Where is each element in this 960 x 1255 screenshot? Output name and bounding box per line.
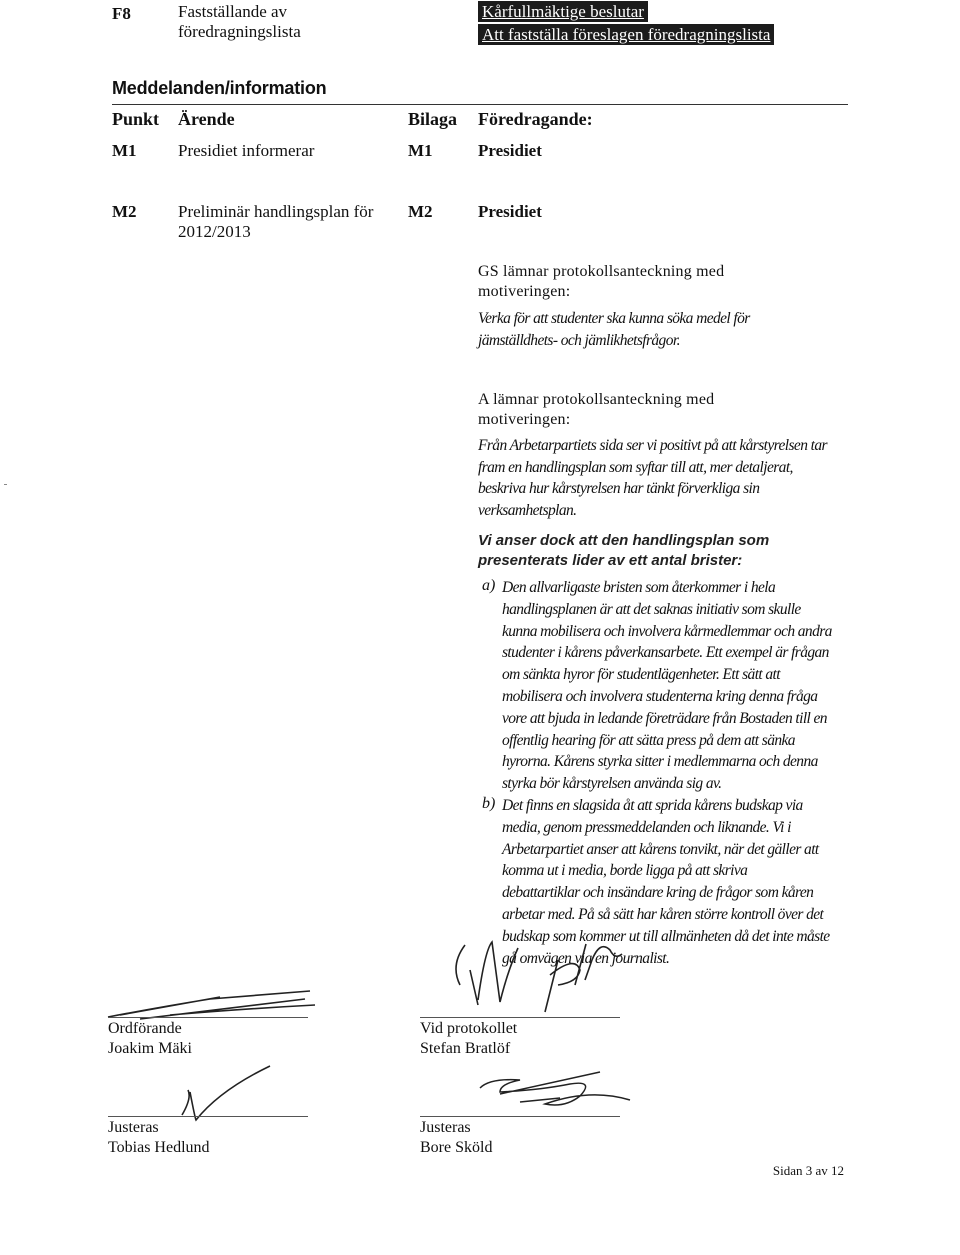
a-note-subheading-line: presenterats lider av ett antal brister: [478,552,743,569]
secretary-signature-block [420,1019,517,1059]
item-arende [178,202,403,242]
adjuster2-signature-line [420,1116,620,1117]
adjuster1-role: Justeras [108,1119,159,1136]
adjuster2-role: Justeras [420,1119,471,1136]
page-number: Sidan 3 av 12 [772,1163,844,1178]
item-bilaga: M2 [408,202,433,221]
decision-title: Kårfullmäktige beslutar [478,1,648,22]
adjuster1-signature-line [108,1116,308,1117]
a-note-heading [478,390,714,430]
chair-role: Ordförande [108,1020,182,1037]
point-b-line: arbetar med. På så sätt har kåren större kontroll över det [502,905,824,923]
point-a-line: styrka bör kårstyrelsen använda sig av. [502,775,722,793]
section-title-line: föredragningslista [178,22,301,41]
column-header-foredragande: Föredragande: [478,109,593,129]
point-a-text [502,577,852,795]
a-note-text-line: verksamhetsplan. [478,501,577,519]
a-note-text-line: Från Arbetarpartiets sida ser vi positivt på att kårstyrelsen tar [478,437,827,454]
a-note-subheading-line: Vi anser dock att den handlingsplan som [478,532,770,549]
point-a-line: studenter i kårens påverkansarbete. Ett exempel är frågan [502,644,829,662]
gs-note-text-line: jämställdhets- och jämlikhetsfrågor. [478,331,680,349]
item-bilaga: M1 [408,141,433,160]
secretary-signature [440,930,640,1020]
point-b-line: gå omvägen via en journalist. [502,949,670,967]
secretary-name: Stefan Bratlöf [420,1040,511,1057]
section-code: F8 [112,4,131,23]
gs-note-text [478,308,848,351]
list-marker-a: a) [482,577,496,594]
point-a-line: handlingsplanen är att det saknas initiativ som skulle [502,600,801,618]
gs-note-text-line: Verka för att studenter ska kunna söka medel för [478,310,750,327]
decision-block [478,1,770,47]
a-note-subheading [478,531,769,571]
point-b-line: media, genom pressmeddelanden och liknande. Vi i [502,818,791,836]
gs-note-heading [478,262,724,302]
section-title-line: Fastställande av [178,2,288,21]
item-arende-line: 2012/2013 [178,222,251,241]
adjuster2-name: Bore Sköld [420,1139,493,1156]
point-b-line: komma ut i media, borde ligga på att skriva [502,862,748,880]
a-note-text [478,435,856,521]
section-heading: Meddelanden/information [112,78,327,98]
item-punkt: M2 [112,202,137,221]
point-a-line: Den allvarligaste bristen som återkommer i hela [502,579,776,596]
item-arende: Presidiet informerar [178,141,315,160]
heading-divider [112,104,848,105]
point-b-line: debattartiklar och insändare kring de frågor som kåren [502,884,814,902]
point-b-line: budskap som kommer ut till allmänheten då det inte måste [502,927,830,945]
point-a-line: om sänkta hyror för studentlägenheter. Ett sätt att [502,666,780,684]
a-note-heading-line: A lämnar protokollsanteckning med [478,391,715,408]
adjuster1-name: Tobias Hedlund [108,1139,210,1156]
point-a-line: offentlig hearing för att sätta press på dem att sänka [502,731,795,749]
a-note-heading-line: motiveringen: [478,411,571,428]
gs-note-heading-line: motiveringen: [478,283,571,300]
item-punkt: M1 [112,141,137,160]
item-foredragande: Presidiet [478,141,542,160]
secretary-role: Vid protokollet [420,1020,518,1037]
point-a-line: vore att bjuda in ledande företrädare från Bostaden till en [502,709,827,727]
gs-note-heading-line: GS lämnar protokollsanteckning med [478,263,725,280]
secretary-signature-line [420,1017,620,1018]
adjuster1-signature-block [108,1118,210,1158]
point-a-line: kunna mobilisera och involvera kårmedlemmar och andra [502,622,832,640]
point-b-line: Arbetarpartiet anser att kårens tonvikt, när det gäller att [502,840,819,858]
point-b-line: Det finns en slagsida åt att sprida kårens budskap via [502,797,803,814]
chair-signature-block [108,1019,192,1059]
chair-name: Joakim Mäki [108,1040,192,1057]
item-foredragande: Presidiet [478,202,542,221]
column-header-arende: Ärende [178,109,235,129]
chair-signature-line [108,1017,308,1018]
column-header-bilaga: Bilaga [408,109,458,129]
section-title [178,2,388,42]
adjuster2-signature-block [420,1118,492,1158]
point-a-line: mobilisera och involvera studenterna kring denna fråga [502,687,818,705]
item-arende-line: Preliminär handlingsplan för [178,202,374,221]
a-note-text-line: beskriva hur kårstyrelsen har tänkt förverkliga sin [478,480,760,497]
margin-mark [4,484,7,485]
decision-text: Att fastställa föreslagen föredragningslista [478,24,774,45]
list-marker-b: b) [482,795,496,812]
a-note-text-line: fram en handlingsplan som syftar till att, mer detaljerat, [478,458,793,476]
point-a-line: hyrorna. Kårens styrka sitter i medlemmarna och denna [502,753,818,771]
column-header-punkt: Punkt [112,109,160,129]
